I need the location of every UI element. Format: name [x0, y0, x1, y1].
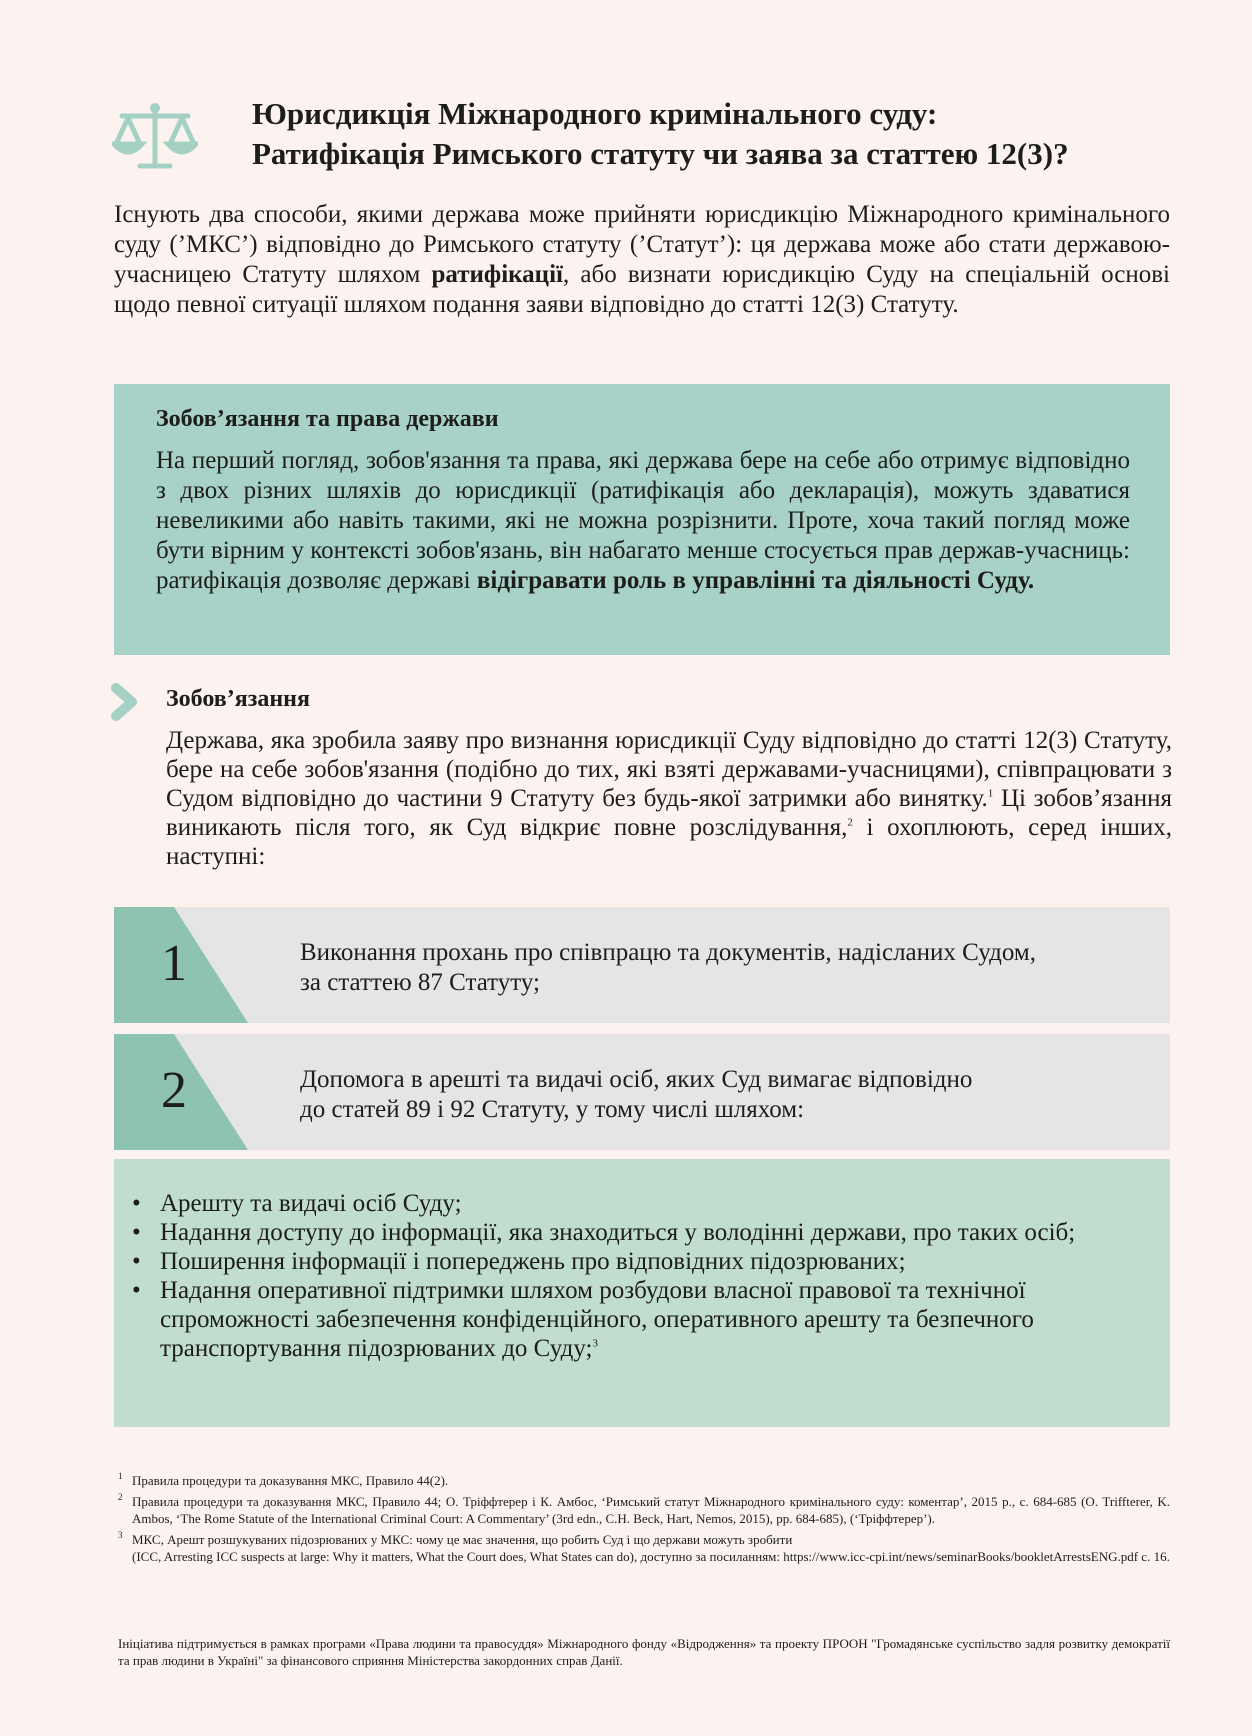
bullet-marker: •: [132, 1190, 141, 1217]
item-text-line-2: за статтею 87 Статуту;: [300, 969, 540, 996]
obligations-text-3: і охоплюють, серед інших, наступні:: [166, 814, 1172, 870]
obligations-heading: Зобов’язання: [166, 686, 310, 712]
footnote: [118, 1531, 1170, 1565]
numbered-item: [114, 907, 1170, 1023]
footnote-ref-3: 3: [592, 1337, 598, 1350]
funding-credit: Ініціатива підтримується в рамках програми «Права людини та правосуддя» Міжнародного фонду «Відродження» та проекту ПРООН "Громадянське суспільство задля розвитку демократії та прав людини в Україні" за фінансового сприяння Міністерства закордонних справ Данії.: [118, 1636, 1170, 1668]
footnotes: [118, 1472, 1170, 1569]
item-text-line-1: Виконання прохань про співпрацю та документів, надісланих Судом,: [300, 939, 1036, 966]
rights-paragraph: [156, 446, 1130, 596]
item-text: [300, 1065, 1120, 1125]
footnote-ref-2: 2: [847, 816, 853, 829]
footnote-text-continued: (ICC, Arresting ICC suspects at large: Why it matters, What the Court does, What States can do), доступно за посиланням: https://www.icc-cpi.int/news/seminarBooks/bookletArrestsENG.pdf с. 16.: [132, 1549, 1170, 1564]
page-title: [252, 94, 1172, 174]
footnote-number: 2: [118, 1492, 123, 1502]
obligations-paragraph: [166, 726, 1172, 871]
intro-bold: ратифікації: [431, 261, 563, 288]
intro-text: Існують два способи, якими держава може прийняти юрисдикцію Міжнародного кримінального суду (’МКС’) відповідно до Римського статуту (’Статут’): ця держава може або стати державою-учасницею Статуту шляхом: [114, 201, 1170, 288]
numbered-item: [114, 1034, 1170, 1150]
list-item: [132, 1189, 1170, 1218]
footnote-text: МКС, Арешт розшукуваних підозрюваних у МКС: чому це має значення, що робить Суд і що держави можуть зробити: [132, 1532, 793, 1547]
item-text-line-2: до статей 89 і 92 Статуту, у тому числі шляхом:: [300, 1096, 805, 1123]
footnote: [118, 1472, 1170, 1489]
list-item-text: Поширення інформації і попереджень про відповідних підозрюваних;: [160, 1248, 906, 1275]
list-item-text: Надання доступу до інформації, яка знаходиться у володінні держави, про таких осіб;: [160, 1219, 1076, 1246]
footnote-ref-1: 1: [987, 787, 994, 800]
list-item-text: Надання оперативної підтримки шляхом розбудови власної правової та технічної спроможності забезпечення конфіденційного, оперативного арешту та безпечного транспортування підозрюваних до Суду;: [160, 1277, 1034, 1362]
list-item: [132, 1276, 1170, 1363]
item-text-line-1: Допомога в арешті та видачі осіб, яких Суд вимагає відповідно: [300, 1066, 973, 1093]
bullet-marker: •: [132, 1219, 141, 1246]
title-line-2: Ратифікація Римського статуту чи заява за статтею 12(3)?: [252, 136, 1069, 171]
footnote-number: 1: [118, 1471, 123, 1481]
obligations-text-1: Держава, яка зробила заяву про визнання юрисдикції Суду відповідно до статті 12(3) Статуту, бере на себе зобов'язання (подібно до тих, які взяті державами-учасницями), співпрацювати з Судом відповідно до частини 9 Статуту без будь-якої затримки або винятку.: [166, 727, 1172, 812]
bullet-marker: •: [132, 1277, 141, 1304]
rights-box: [114, 384, 1170, 655]
rights-heading: Зобов’язання та права держави: [156, 406, 499, 432]
obligations-text-2: Ці зобов’язання виникають після того, як Суд відкриє повне розслідування,: [166, 785, 1172, 841]
list-item: [132, 1218, 1170, 1247]
intro-paragraph: [114, 200, 1170, 320]
chevron-right-icon: [110, 682, 140, 722]
footnote-number: 3: [118, 1530, 123, 1540]
intro-text-end: , або визнати юрисдикцію Суду на спеціальній основі щодо певної ситуації шляхом подання заяви відповідно до статті 12(3) Статуту.: [114, 261, 1171, 318]
bullet-list: [114, 1189, 1170, 1363]
scales-of-justice-icon: [112, 100, 198, 170]
bullet-marker: •: [132, 1248, 141, 1275]
list-item-text: Арешту та видачі осіб Суду;: [160, 1190, 462, 1217]
footnote-text: Правила процедури та доказування МКС, Правило 44; О. Тріффтерер і К. Амбос, ‘Римський статут Міжнародного кримінального суду: коментар’, 2015 р., с. 684-685 (O. Triffterer, K. Ambos, ‘The Rome Statute of the International Criminal Court: A Commentary’ (3rd edn., C.H. Beck, Hart, Nemos, 2015), pp. 684-685), (‘Тріффтерер’).: [132, 1494, 1170, 1526]
title-line-1: Юрисдикція Міжнародного кримінального суду:: [252, 96, 938, 131]
footnote: [118, 1493, 1170, 1527]
rights-bold: відігравати роль в управлінні та діяльності Суду.: [476, 567, 1035, 594]
list-item: [132, 1247, 1170, 1276]
item-number: 2: [161, 1062, 187, 1119]
bullet-list-box: [114, 1159, 1170, 1427]
footnote-text: Правила процедури та доказування МКС, Правило 44(2).: [132, 1473, 449, 1488]
item-number: 1: [161, 935, 187, 992]
item-text: [300, 938, 1120, 998]
rights-text: На перший погляд, зобов'язання та права, які держава бере на себе або отримує відповідно з двох різних шляхів до юрисдикції (ратифікація або декларація), можуть здаватися невеликими або навіть такими, які не можна розрізнити. Проте, хоча такий погляд може бути вірним у контексті зобов'язань, він набагато менше стосується прав держав-учасниць: ратифікація дозволяє державі: [156, 447, 1130, 594]
